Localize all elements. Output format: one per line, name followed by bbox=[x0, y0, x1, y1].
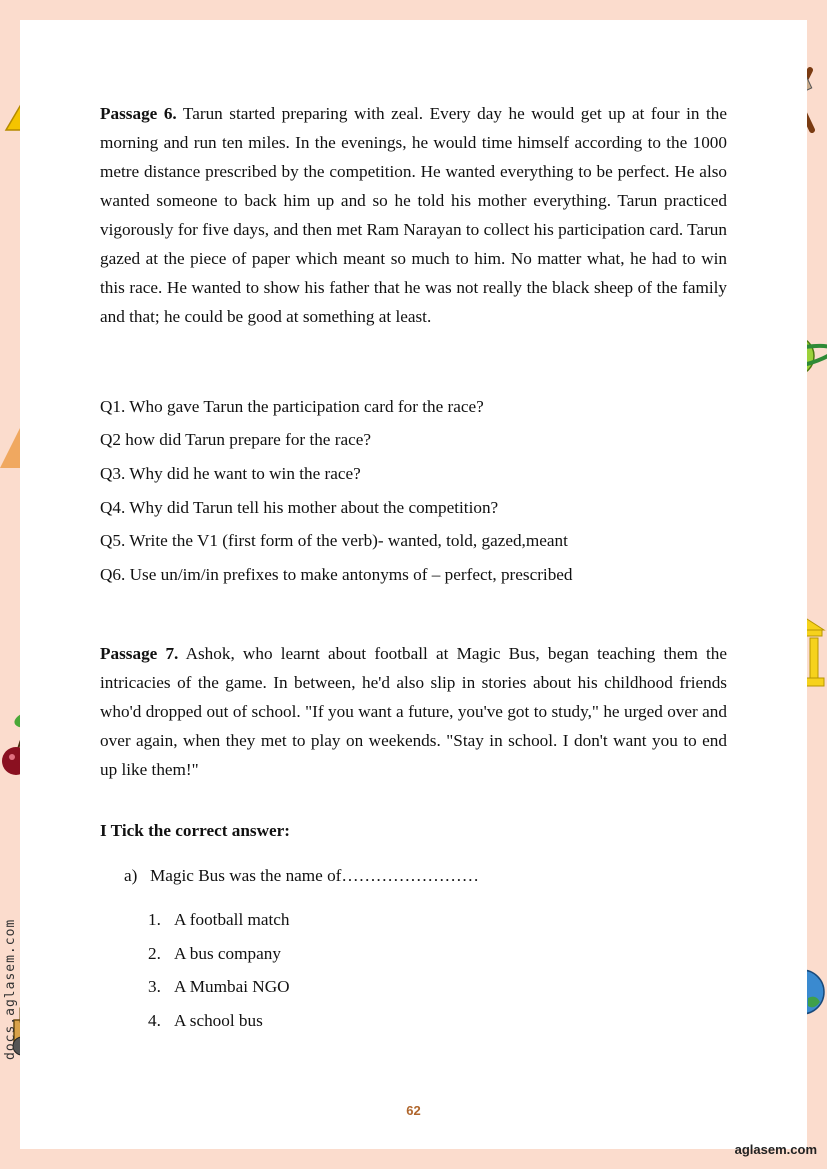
question-a bbox=[124, 866, 479, 886]
question-4: Q4. Why did Tarun tell his mother about the competition? bbox=[100, 498, 499, 517]
passage-7-label: Passage 7. bbox=[100, 644, 179, 663]
option-4[interactable] bbox=[148, 1011, 263, 1031]
site-name: aglasem.com bbox=[734, 1142, 817, 1157]
question-a-text: Magic Bus was the name of…………………… bbox=[150, 866, 479, 885]
question-5: Q5. Write the V1 (first form of the verb)- wanted, told, gazed,meant bbox=[100, 531, 568, 550]
section-heading: I Tick the correct answer: bbox=[100, 821, 290, 840]
option-text: A bus company bbox=[174, 944, 281, 963]
option-number: 1. bbox=[148, 910, 161, 929]
option-number: 2. bbox=[148, 944, 161, 963]
option-3[interactable] bbox=[148, 977, 290, 997]
page-sheet bbox=[20, 20, 807, 1149]
option-1[interactable] bbox=[148, 910, 290, 930]
passage-7 bbox=[100, 639, 727, 784]
option-text: A football match bbox=[174, 910, 290, 929]
option-2[interactable] bbox=[148, 944, 281, 964]
passage-6-label: Passage 6. bbox=[100, 104, 177, 123]
option-number: 3. bbox=[148, 977, 161, 996]
passage-7-text: Ashok, who learnt about football at Magic Bus, began teaching them the intricacies of the game. In between, he'd also slip in stories about his childhood friends who'd dropped out of school. "If you want a future, you've got to study," he urged over and over again, when they met to play on weekends. "Stay in school. I don't want you to end up like them!" bbox=[100, 644, 727, 779]
passage-6-text: Tarun started preparing with zeal. Every day he would get up at four in the morning and run ten miles. In the evenings, he would time himself according to the 1000 metre distance prescribed by the competition. He wanted everything to be perfect. He also wanted someone to back him up and so he told his mother everything. Tarun practiced vigorously for five days, and then met Ram Narayan to collect his participation card. Tarun gazed at the piece of paper which meant so much to him. No matter what, he had to win this race. He wanted to show his father that he was not really the black sheep of the family and that; he could be good at something at least. bbox=[100, 104, 727, 326]
option-text: A Mumbai NGO bbox=[174, 977, 290, 996]
question-6: Q6. Use un/im/in prefixes to make antonyms of – perfect, prescribed bbox=[100, 565, 573, 584]
side-watermark: docs.aglasem.com bbox=[3, 918, 18, 1060]
question-1: Q1. Who gave Tarun the participation card for the race? bbox=[100, 397, 484, 416]
option-number: 4. bbox=[148, 1011, 161, 1030]
question-2: Q2 how did Tarun prepare for the race? bbox=[100, 430, 371, 449]
passage-6 bbox=[100, 99, 727, 331]
page-number: 62 bbox=[406, 1103, 421, 1118]
option-text: A school bus bbox=[174, 1011, 263, 1030]
question-a-marker: a) bbox=[124, 866, 138, 885]
question-3: Q3. Why did he want to win the race? bbox=[100, 464, 361, 483]
